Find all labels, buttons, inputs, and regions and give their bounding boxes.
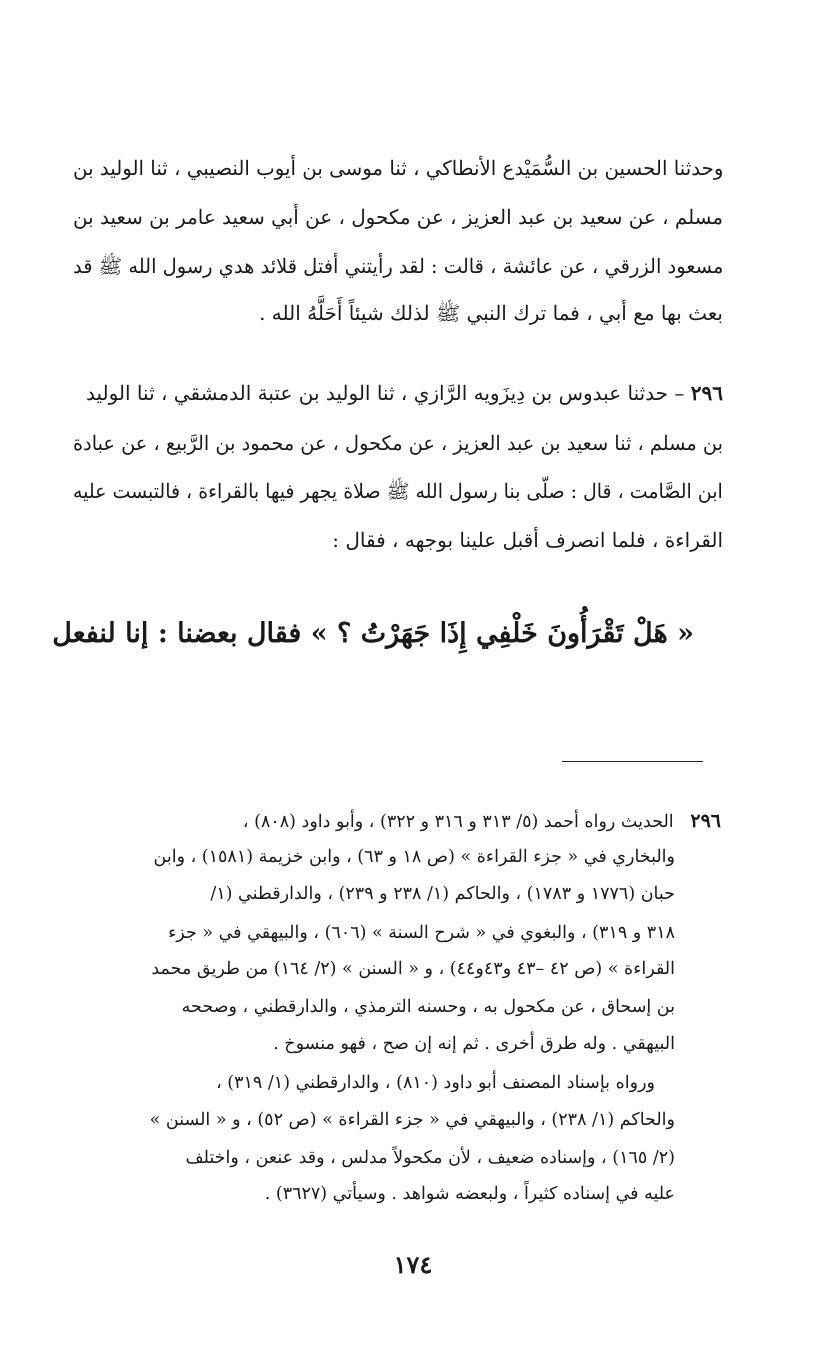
text-line: ابن الصَّامت ، قال : صلّى بنا رسول الله ﷺ صلاة يجهر فيها بالقراءة ، فالتبست عليه [73,479,723,503]
footnote-line: بن إسحاق ، عن مكحول به ، وحسنه الترمذي ، والدارقطني ، وصححه [181,997,675,1017]
footnote-line: القراءة » (ص ٤٢ –٤٣ و٤٣و٤٤) ، و « السنن » (٢/ ١٦٤) من طريق محمد [151,959,675,979]
text-line: وحدثنا الحسين بن السُّمَيْدع الأنطاكي ، ثنا موسى بن أيوب النصيبي ، ثنا الوليد بن [72,156,723,180]
text-line: القراءة ، فلما انصرف أقبل علينا بوجهه ، فقال : [332,528,723,552]
text-line: مسعود الزرقي ، عن عائشة ، قالت : لقد رأيتني أفتل قلائد هدي رسول الله ﷺ قد [72,254,723,278]
footnote-line: (٢/ ١٦٥) ، وإسناده ضعيف ، لأن مكحولاً مدلس ، وقد عنعن ، واختلف [185,1148,675,1168]
footnote-line: والحاكم (١/ ٢٣٨) ، والبيهقي في « جزء القراءة » (ص ٥٢) ، و « السنن » [149,1110,675,1130]
footnote-line: عليه في إسناده كثيراً ، ولبعضه شواهد . وسيأتي (٣٦٢٧) . [264,1184,675,1204]
prophetic-quote: « هَلْ تَقْرَأُونَ خَلْفِي إِذَا جَهَرْتُ ؟ » فقال بعضنا : إنا لنفعل [52,618,694,649]
text-line: مسلم ، عن سعيد بن عبد العزيز ، عن مكحول ، عن أبي سعيد عامر بن سعيد بن [72,205,723,229]
footnote-line: ورواه بإسناد المصنف أبو داود (٨١٠) ، والدارقطني (١/ ٣١٩) ، [216,1073,655,1093]
footnote-number: ٢٩٦ [690,810,721,832]
text-line: بعث بها مع أبي ، فما ترك النبي ﷺ لذلك شيئاً أَحَلَّهُ الله . [259,301,723,325]
footnote [71,0,721,1220]
footnote-line: والبخاري في « جزء القراءة » (ص ١٨ و ٦٣) ، وابن خزيمة (١٥٨١) ، وابن [153,847,675,867]
footnote-line: ٣١٨ و ٣١٩) ، والبغوي في « شرح السنة » (٦٠٦) ، والبيهقي في « جزء [168,923,675,943]
footnote-gap [674,812,691,832]
footnote-line: حبان (١٧٧٦ و ١٧٨٣) ، والحاكم (١/ ٢٣٨ و ٢٣٩) ، والدارقطني (١/ [210,884,675,904]
hadith-number: ٢٩٦ [690,381,723,405]
footnote-line [243,812,721,832]
page-number: ١٧٤ [393,1250,433,1279]
footnote-text: الحديث رواه أحمد (٥/ ٣١٣ و ٣١٦ و ٣٢٢) ، وأبو داود (٨٠٨) ، [242,812,674,832]
footnote-line: البيهقي . وله طرق أخرى . ثم إنه إن صح ، فهو منسوخ . [273,1034,675,1054]
hadith-text: – حدثنا عبدوس بن دِيزَويه الرَّازي ، ثنا الوليد بن عتبة الدمشقي ، ثنا الوليد [85,381,691,405]
text-line: بن مسلم ، ثنا سعيد بن عبد العزيز ، عن مكحول ، عن محمود بن الرَّبيع ، عن عبادة [73,431,723,455]
